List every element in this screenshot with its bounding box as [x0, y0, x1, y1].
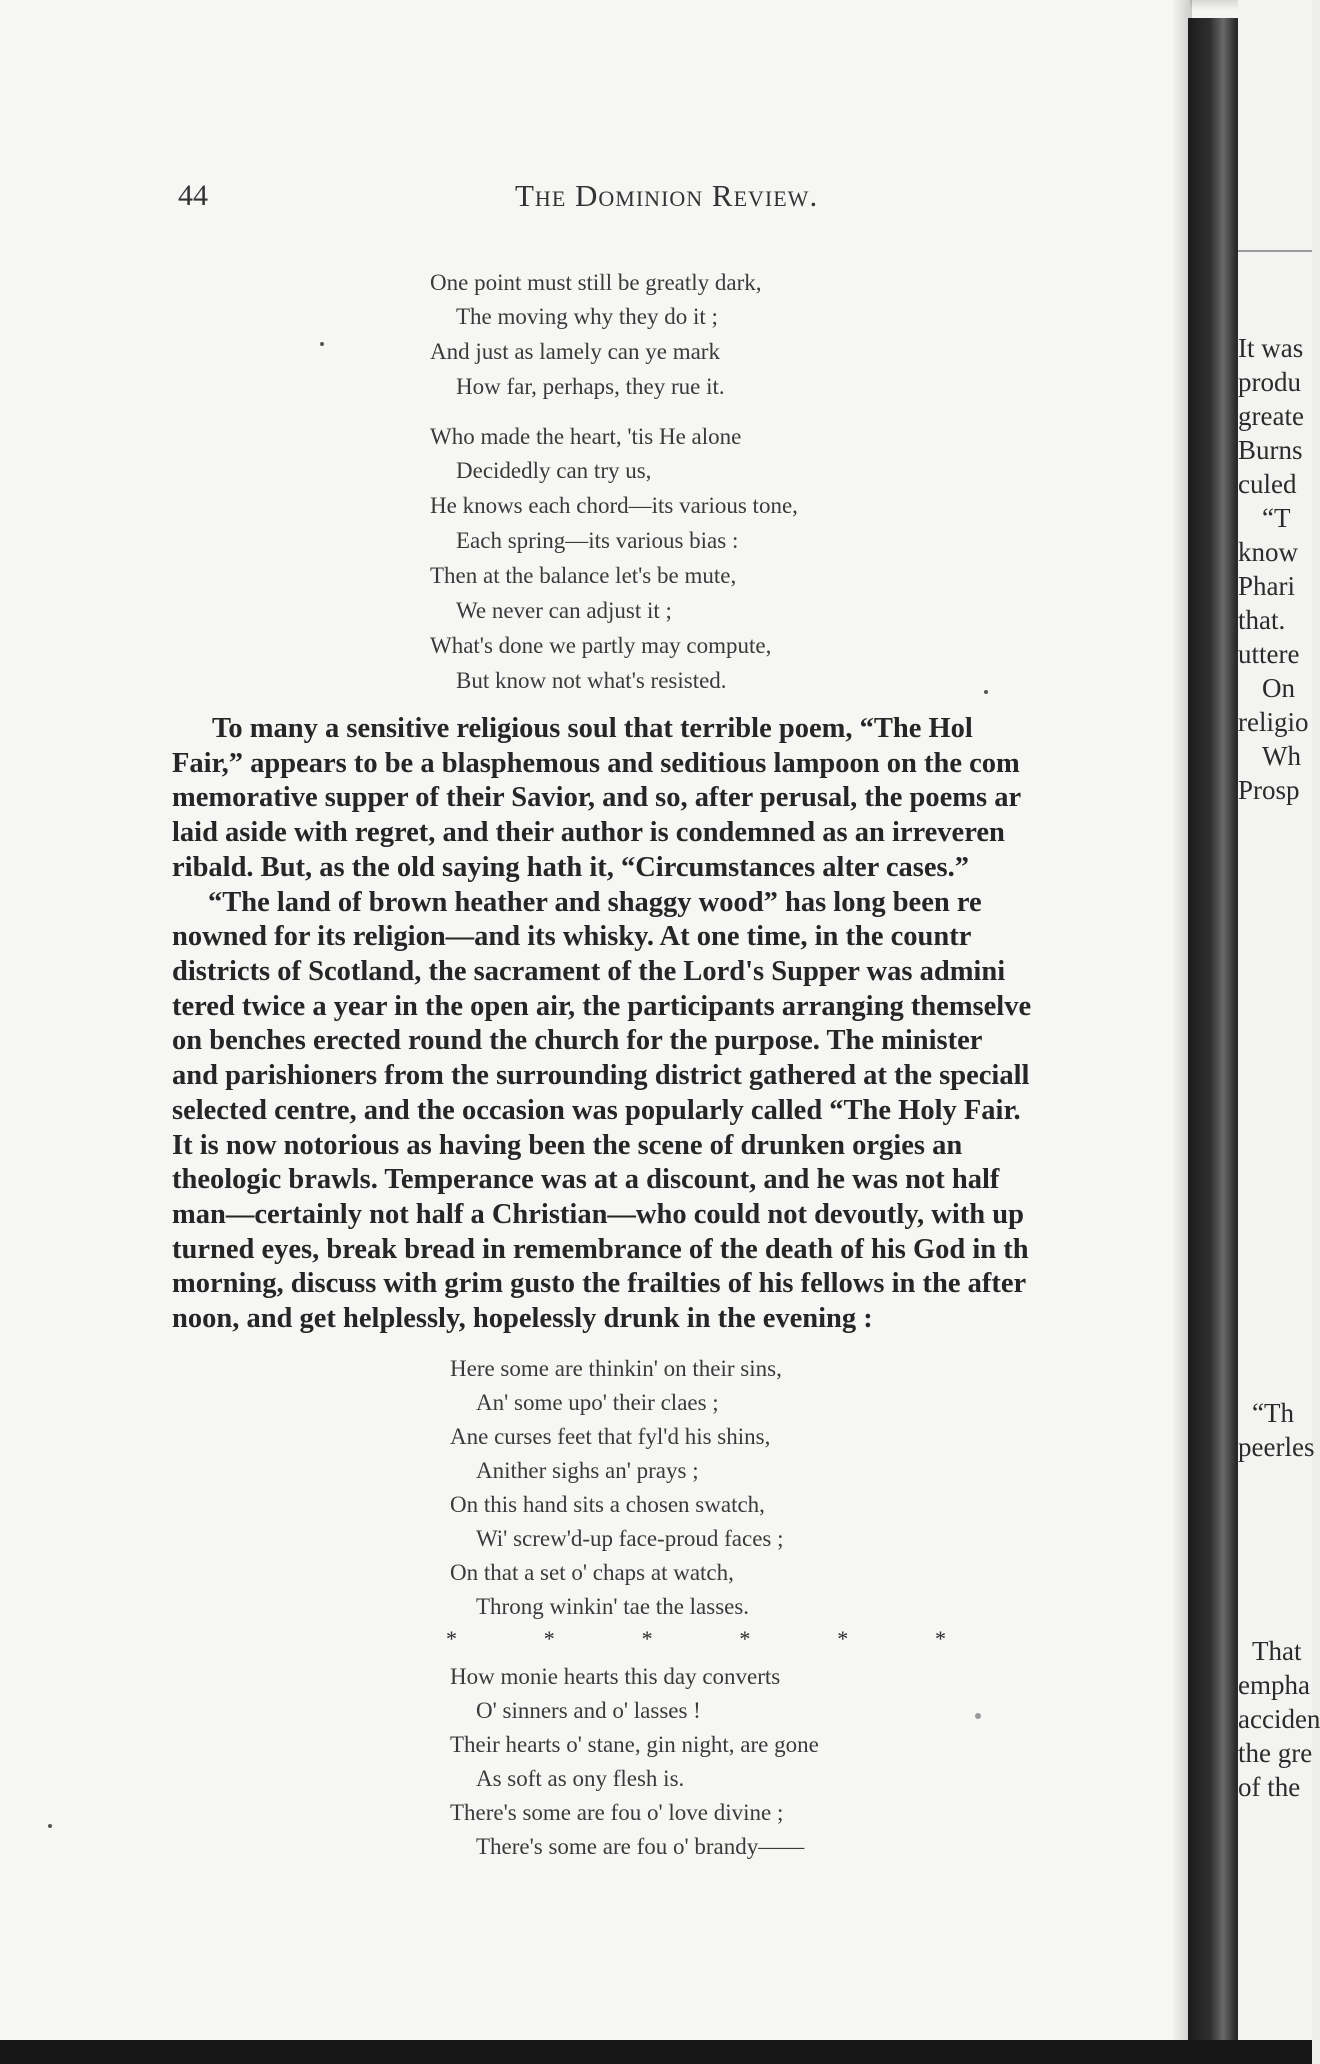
verse-line: And just as lamely can ye mark [430, 339, 720, 364]
prose-line: and parishioners from the surrounding district gathered at the speciall [172, 1060, 1030, 1091]
next-page-fragment: On [1262, 673, 1295, 703]
print-speck [48, 1824, 52, 1828]
next-page-fragment: empha [1238, 1670, 1310, 1700]
verse-line: The moving why they do it ; [456, 304, 718, 329]
verse-line: Their hearts o' stane, gin night, are gone [450, 1732, 819, 1757]
prose-line: selected centre, and the occasion was popularly called “The Holy Fair. [172, 1095, 1021, 1126]
prose-line: Fair,” appears to be a blasphemous and seditious lampoon on the com [172, 748, 1020, 779]
next-page-fragment: that. [1238, 605, 1286, 635]
header-rule [1238, 250, 1312, 252]
prose-line: nowned for its religion—and its whisky. At one time, in the countr [172, 921, 972, 952]
prose-line: memorative supper of their Savior, and so, after perusal, the poems ar [172, 782, 1022, 813]
journal-title: The Dominion Review. [515, 178, 819, 213]
verse-line: Then at the balance let's be mute, [430, 563, 737, 588]
verse-line: Anither sighs an' prays ; [476, 1458, 699, 1483]
print-speck [984, 690, 988, 694]
next-page-fragment: uttere [1238, 639, 1300, 669]
prose-line: To many a sensitive religious soul that terrible poem, “The Hol [212, 713, 973, 744]
prose-line: “The land of brown heather and shaggy wood” has long been re [208, 887, 982, 918]
verse-line: How far, perhaps, they rue it. [456, 374, 725, 399]
scan-bottom-edge [0, 2040, 1312, 2064]
star-glyph: * [543, 1626, 555, 1651]
next-page-fragment: produ [1238, 367, 1301, 397]
prose-line: on benches erected round the church for the purpose. The minister [172, 1025, 983, 1056]
star-glyph: * [641, 1626, 653, 1651]
verse-line: Decidedly can try us, [456, 458, 652, 483]
verse-line: But know not what's resisted. [456, 668, 727, 693]
verse-line: There's some are fou o' brandy—— [476, 1834, 805, 1859]
prose-line: districts of Scotland, the sacrament of the Lord's Supper was admini [172, 956, 1006, 987]
next-page-fragment: Burns [1238, 435, 1303, 465]
prose-line: It is now notorious as having been the scene of drunken orgies an [172, 1130, 963, 1161]
running-head [0, 176, 1190, 216]
star-glyph: * [446, 1626, 457, 1651]
next-page-fragment: peerles [1238, 1432, 1315, 1462]
verse-line: He knows each chord—its various tone, [430, 493, 798, 518]
prose-line: laid aside with regret, and their author is condemned as an irreveren [172, 817, 1005, 848]
verse-line: O' sinners and o' lasses ! [476, 1698, 701, 1723]
section-break-stars [446, 1624, 946, 1654]
verse-line: Here some are thinkin' on their sins, [450, 1356, 782, 1381]
star-glyph: * [837, 1626, 849, 1651]
next-page-fragment: of the [1238, 1772, 1301, 1802]
next-page-fragment: religio [1238, 707, 1309, 737]
verse-line: Who made the heart, 'tis He alone [430, 424, 742, 449]
verse-line: Ane curses feet that fyl'd his shins, [450, 1424, 771, 1449]
next-page-fragment: Prosp [1238, 775, 1300, 805]
next-page-fragment: acciden [1238, 1704, 1320, 1734]
prose-line: turned eyes, break bread in remembrance of the death of his God in th [172, 1234, 1029, 1265]
next-page-fragment: the gre [1238, 1738, 1313, 1768]
verse-line: On this hand sits a chosen swatch, [450, 1492, 765, 1517]
verse-line: We never can adjust it ; [456, 598, 672, 623]
print-speck [320, 342, 324, 346]
star-glyph: * [739, 1626, 751, 1651]
next-page-fragment: It was [1238, 333, 1304, 363]
verse-line: What's done we partly may compute, [430, 633, 772, 658]
prose-line: tered twice a year in the open air, the participants arranging themselve [172, 991, 1032, 1022]
verse-line: On that a set o' chaps at watch, [450, 1560, 734, 1585]
prose-line: morning, discuss with grim gusto the frailties of his fellows in the after [172, 1268, 1027, 1299]
verse-line: How monie hearts this day converts [450, 1664, 781, 1689]
next-page-fragment: “T [1262, 503, 1291, 533]
verse-line: Each spring—its various bias : [456, 528, 739, 553]
prose-line: theologic brawls. Temperance was at a discount, and he was not half [172, 1164, 1000, 1195]
verse-line: Throng winkin' tae the lasses. [476, 1594, 750, 1619]
next-page-fragment: That [1252, 1636, 1302, 1666]
verse-line: As soft as ony flesh is. [476, 1766, 685, 1791]
next-page-fragment: greate [1238, 401, 1304, 431]
verse-line: Wi' screw'd-up face-proud faces ; [476, 1526, 784, 1551]
page-number: 44 [178, 179, 208, 212]
prose-line: ribald. But, as the old saying hath it, “Circumstances alter cases.” [172, 852, 969, 883]
next-page-fragment: know [1238, 537, 1298, 567]
print-speck [975, 1713, 981, 1719]
prose-line: man—certainly not half a Christian—who could not devoutly, with up [172, 1199, 1024, 1230]
next-page-fragment: Phari [1238, 571, 1295, 601]
next-page-fragment: Wh [1262, 741, 1301, 771]
verse-line: An' some upo' their claes ; [476, 1390, 719, 1415]
prose-line: noon, and get helplessly, hopelessly drunk in the evening : [172, 1303, 873, 1334]
verse-line: There's some are fou o' love divine ; [450, 1800, 784, 1825]
right-page-edge [1238, 0, 1320, 2040]
next-page-fragment: culed [1238, 469, 1297, 499]
star-glyph: * [934, 1626, 946, 1651]
verse-line: One point must still be greatly dark, [430, 270, 762, 295]
next-page-fragment: “Th [1252, 1398, 1294, 1428]
